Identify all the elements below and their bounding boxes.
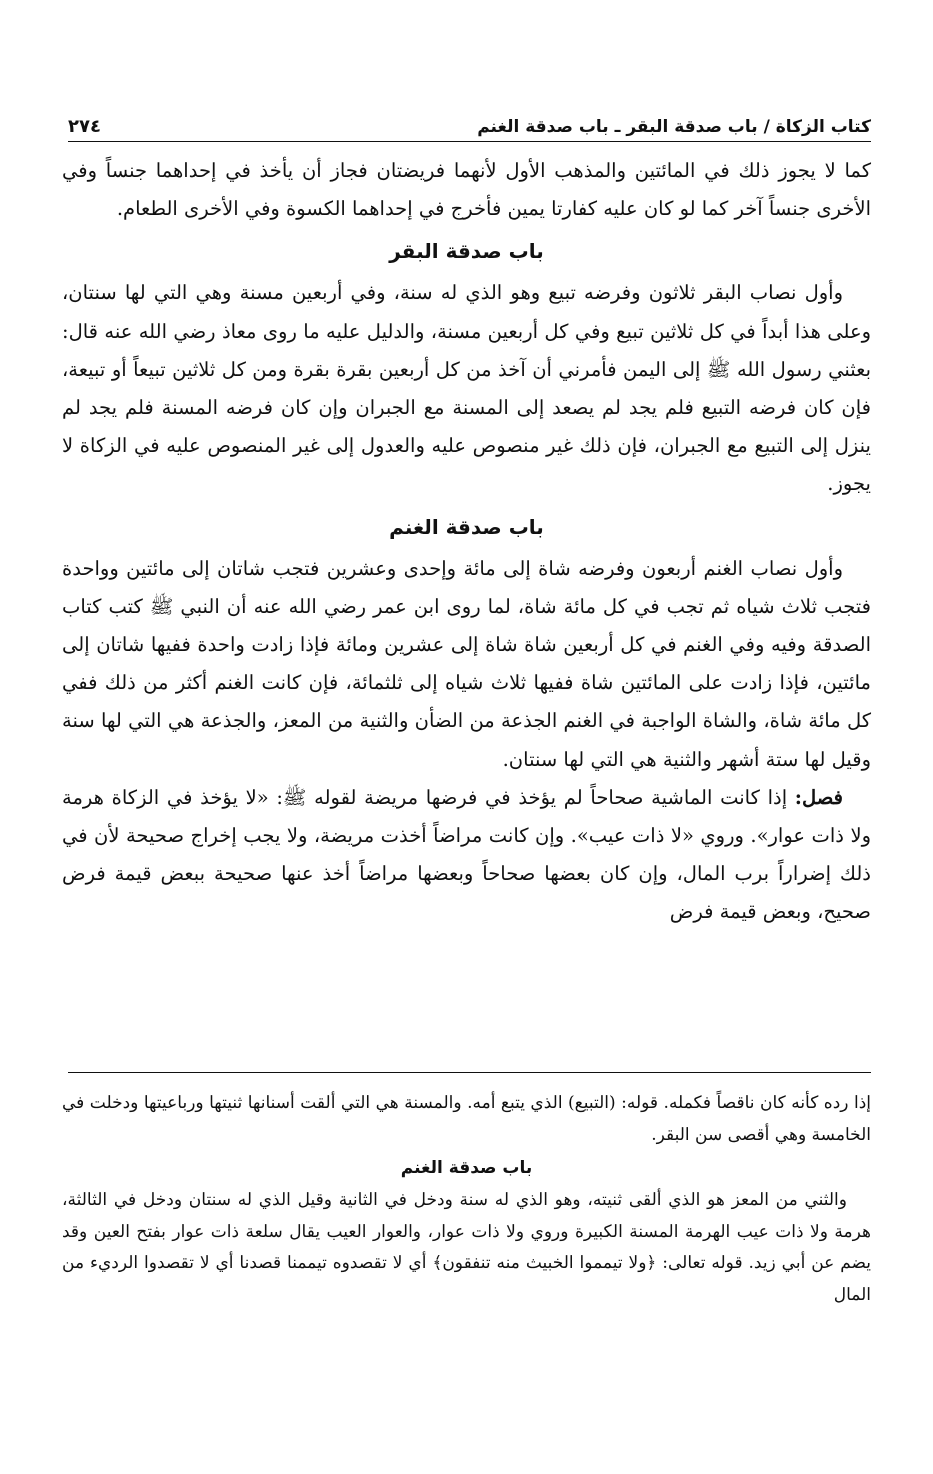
section-heading-cattle: باب صدقة البقر [389, 239, 544, 264]
running-header [68, 108, 871, 142]
main-text [62, 152, 871, 932]
fasl-text: إذا كانت الماشية صحاحاً لم يؤخذ في فرضها مريضة لقوله ﷺ: «لا يؤخذ في الزكاة هرمة ولا ذات عوار». وروي «لا ذات عيب». وإن كانت مراضاً أخذت مريضة، ولا يجب إخراج صحيحة لأن في ذلك إضراراً برب المال، وإن كان بعضها صحاحاً وبعضها مراضاً أخذ عنها صحيحة ببعض قيمة فرض صحيح، وبعض قيمة فرض [62, 785, 871, 924]
page-number: ٢٧٤ [68, 116, 101, 137]
commentary-notes [62, 1088, 871, 1311]
paragraph-continuation: كما لا يجوز ذلك في المائتين والمذهب الأول لأنهما فريضتان فجاز أن يأخذ في إحداهما جنساً وفي الأخرى جنساً آخر كما لو كان عليه كفارتا يمين فأخرج في إحداهما الكسوة وفي الأخرى الطعام. [62, 159, 871, 221]
paragraph-cattle: وأول نصاب البقر ثلاثون وفرضه تبيع وهو الذي له سنة، وفي أربعين مسنة وهي التي لها سنتان، وعلى هذا أبداً في كل ثلاثين تبيع وفي كل أربعين مسنة، والدليل عليه ما روى معاذ رضي الله عنه قال: بعثني رسول الله ﷺ إلى اليمن فأمرني أن آخذ من كل أربعين بقرة بقرة ومن كل ثلاثين تبيعاً أو تبيعة، فإن كان فرضه التبيع فلم يجد لم يصعد إلى المسنة مع الجبران وإن كان فرضه المسنة فلم يجد لم ينزل إلى التبيع مع الجبران، فإن ذلك غير منصوص عليه والعدول إلى غير المنصوص عليه في الزكاة لا يجوز. [62, 281, 871, 496]
footnote-divider [68, 1072, 871, 1073]
paragraph-sheep: وأول نصاب الغنم أربعون وفرضه شاة إلى مائة وإحدى وعشرين فتجب شاتان إلى مائتين وواحدة فتجب ثلاث شياه ثم تجب في كل مائة شاة، لما روى ابن عمر رضي الله عنه أن النبي ﷺ كتب كتاب الصدقة وفيه وفي الغنم في كل أربعين شاة شاة إلى عشرين ومائة فإذا زادت واحدة ففيها شاتان إلى مائتين، فإذا زادت على المائتين شاة ففيها ثلاث شياه إلى ثلثمائة، فإن كانت الغنم أكثر من ذلك ففي كل مائة شاة، والشاة الواجبة في الغنم الجذعة من الضأن والثنية من المعز، والجذعة هي التي لها سنة وقيل لها ستة أشهر والثنية هي التي لها سنتان. [62, 556, 871, 771]
note-paragraph-2: والثني من المعز هو الذي ألقى ثنيته، وهو الذي له سنة ودخل في الثانية وقيل الذي له سنتان ودخل في الثالثة، هرمة ولا ذات عيب الهرمة المسنة الكبيرة وروي ولا ذات عوار، والعوار العيب يقال سلعة ذات عوار بفتح العين وقد يضم عن أبي زيد. قوله تعالى: ﴿ولا تيمموا الخبيث منه تنفقون﴾ أي لا تقصدوه تيممنا قصدنا أي لا تقصدوا الرديء من المال [62, 1190, 871, 1305]
fasl-label: فصل: [794, 785, 843, 809]
paragraph-fasl [62, 779, 871, 932]
note-heading-sheep: باب صدقة الغنم [400, 1158, 533, 1178]
note-paragraph-1: إذا رده كأنه كان ناقصاً فكمله. قوله: (التبيع) الذي يتبع أمه. والمسنة هي التي ألقت أسنانها ثنيتها ورباعيتها ودخلت في الخامسة وهي أقصى سن البقر. [62, 1093, 871, 1145]
section-heading-sheep: باب صدقة الغنم [389, 514, 544, 539]
running-title: كتاب الزكاة / باب صدقة البقر ـ باب صدقة الغنم [477, 117, 871, 137]
